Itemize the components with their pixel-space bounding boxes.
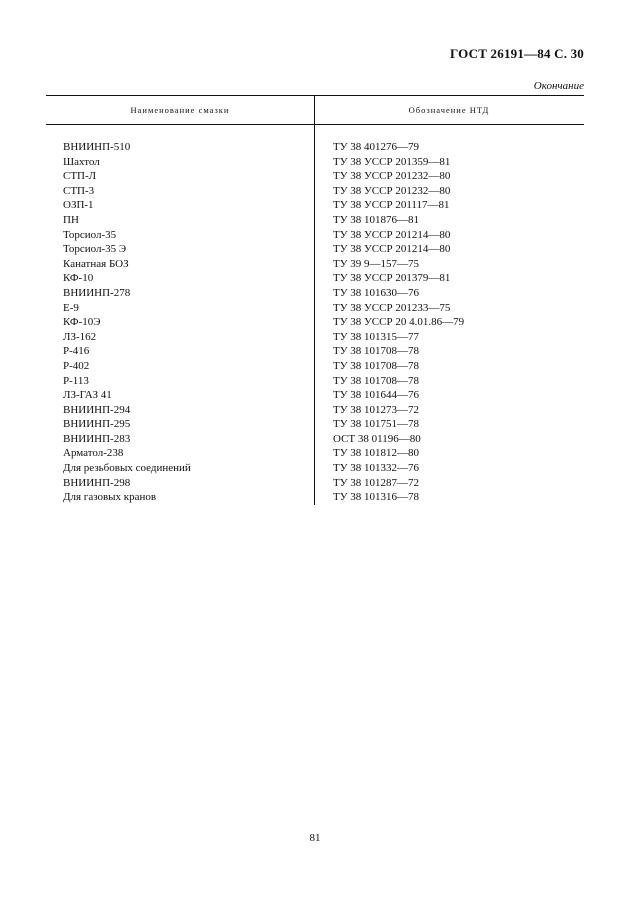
ntd-designation: ТУ 38 101876—81 [333,213,420,226]
ntd-designation: ТУ 38 УССР 201232—80 [333,170,451,183]
lubricant-name: Торсиол-35 [63,228,117,241]
table-row [46,257,584,272]
lubricant-name: Для резьбовых соединений [63,462,191,475]
ntd-designation: ТУ 39 9—157—75 [333,257,420,270]
ntd-designation: ТУ 38 101708—78 [333,374,420,387]
lubricant-name: ВНИИНП-294 [63,403,131,416]
ntd-designation: ТУ 38 УССР 201379—81 [333,272,451,285]
lubricant-name: СТП-3 [63,184,95,197]
table-row [46,184,584,199]
lubricant-name: ОЗП-1 [63,199,94,212]
ntd-designation: ТУ 38 УССР 201359—81 [333,155,451,168]
ntd-designation: ТУ 38 101751—78 [333,418,420,431]
column-header-ntd: Обозначение НТД [408,105,490,115]
lubricant-name: ВНИИНП-295 [63,418,131,431]
table-row [46,228,584,243]
table-body [46,125,584,505]
lubricant-name: Р-416 [63,345,90,358]
ntd-designation: ТУ 38 101644—76 [333,389,420,402]
table-row [46,242,584,257]
ntd-designation: ТУ 38 101332—76 [333,462,420,475]
ntd-designation: ТУ 38 УССР 201214—80 [333,243,451,256]
table-row [46,271,584,286]
lubricant-name: Для газовых кранов [63,491,157,504]
lubricant-name: Шахтол [63,155,100,168]
lubricant-name: Е-9 [63,301,79,314]
lubricant-name: ВНИИНП-510 [63,141,131,153]
table-header [46,95,584,125]
ntd-designation: ТУ 38 101630—76 [333,286,420,299]
table-row [46,213,584,228]
lubricants-table [46,95,584,505]
table-row [46,140,584,155]
ntd-designation: ТУ 38 УССР 201214—80 [333,228,451,241]
table-row [46,286,584,301]
table-row [46,403,584,418]
table-row [46,461,584,476]
lubricant-name: ВНИИНП-283 [63,432,131,445]
ntd-designation: ТУ 38 УССР 20 4.01.86—79 [333,316,465,329]
table-row [46,330,584,345]
table-row [46,198,584,213]
ntd-designation: ТУ 38 101708—78 [333,359,420,372]
table-row [46,169,584,184]
lubricant-name: КФ-10Э [63,316,101,329]
table-row [46,432,584,447]
ntd-designation: ТУ 38 УССР 201117—81 [333,199,450,212]
ntd-designation: ТУ 38 101315—77 [333,330,420,343]
table-row [46,344,584,359]
continuation-label: Окончание [533,80,584,92]
ntd-designation: ТУ 38 101273—72 [333,403,420,416]
ntd-designation: ТУ 38 101287—72 [333,476,420,489]
document-header: ГОСТ 26191—84 С. 30 [450,46,584,61]
lubricant-name: ПН [63,213,79,226]
lubricant-name: Р-402 [63,359,90,372]
table-row [46,315,584,330]
lubricant-name: ЛЗ-162 [63,330,97,343]
lubricant-name: ЛЗ-ГАЗ 41 [63,389,112,402]
ntd-designation: ТУ 38 УССР 201232—80 [333,184,451,197]
ntd-designation: ТУ 38 УССР 201233—75 [333,301,451,314]
column-header-name: Наименование смазки [130,105,230,115]
table-row [46,446,584,461]
ntd-designation: ТУ 38 101316—78 [333,491,420,504]
table-row [46,490,584,505]
page-number: 81 [309,832,321,844]
table-row [46,476,584,491]
table-row [46,374,584,389]
lubricant-name: ВНИИНП-278 [63,286,131,299]
ntd-designation: ТУ 38 401276—79 [333,141,420,153]
lubricant-name: Р-113 [63,374,89,387]
table-row [46,417,584,432]
table-row [46,155,584,170]
table-row [46,388,584,403]
lubricant-name: Торсиол-35 Э [63,243,127,256]
ntd-designation: ОСТ 38 01196—80 [333,432,421,445]
ntd-designation: ТУ 38 101812—80 [333,447,420,460]
lubricant-name: КФ-10 [63,272,94,285]
lubricant-name: Канатная БОЗ [63,257,129,270]
table-row [46,359,584,374]
table-row [46,301,584,316]
ntd-designation: ТУ 38 101708—78 [333,345,420,358]
lubricant-name: СТП-Л [63,170,97,183]
lubricant-name: Арматол-238 [63,447,124,460]
lubricant-name: ВНИИНП-298 [63,476,131,489]
